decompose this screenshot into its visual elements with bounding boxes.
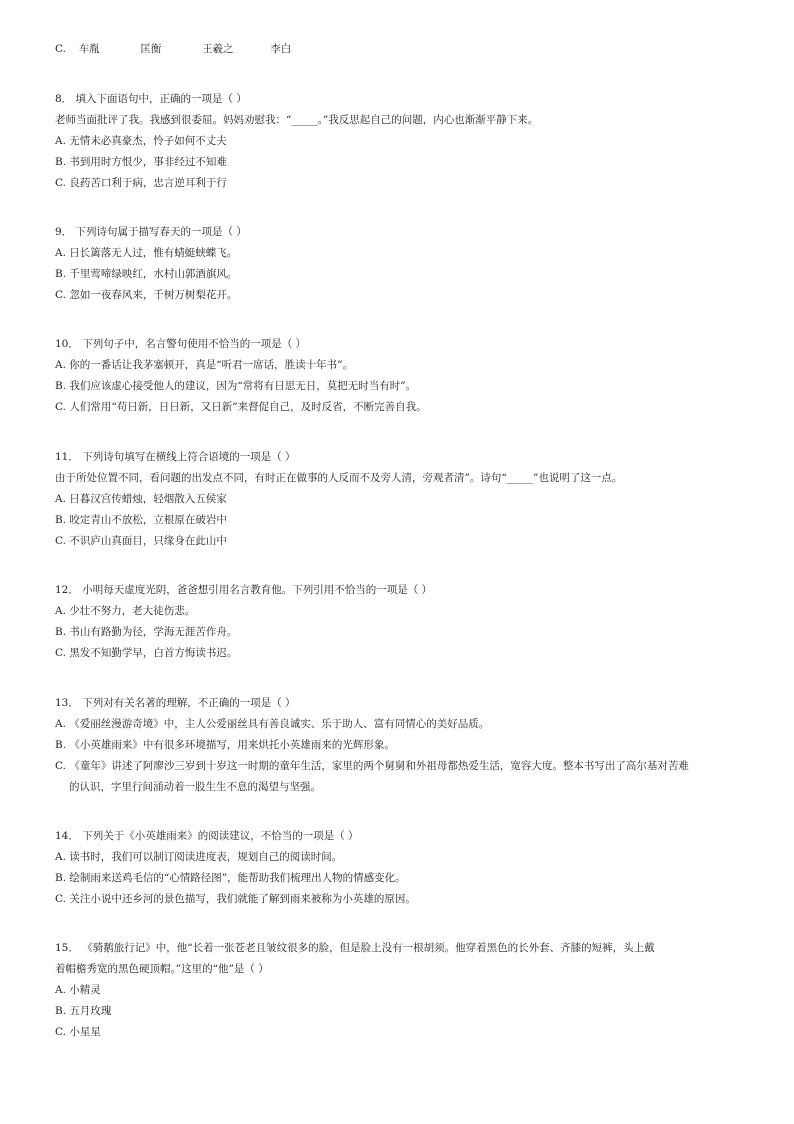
question-11-option-a: A. 日暮汉宫传蜡烛，轻烟散入五侯家 <box>55 493 227 505</box>
question-14-option-a: A. 读书时，我们可以制订阅读进度表，规划自己的阅读时间。 <box>55 851 343 863</box>
question-13-stem: 13． 下列对有关名著的理解，不正确的一项是（ ） <box>55 697 296 709</box>
question-8-stem: 8． 填入下面语句中，正确的一项是（ ） <box>55 93 247 105</box>
question-13-option-c-continued: 的认识，字里行间涌动着一股生生不息的渴望与坚强。 <box>69 781 321 793</box>
option-item: 匡衡 <box>140 43 162 55</box>
question-11-stem: 11． 下列诗句填写在横线上符合语境的一项是（ ） <box>55 451 296 463</box>
question-13-option-a: A. 《爱丽丝漫游奇境》中，主人公爱丽丝具有善良诚实、乐于助人、富有同情心的美好品质。 <box>55 718 490 730</box>
question-12-option-a: A. 少壮不努力，老大徒伤悲。 <box>55 605 196 617</box>
question-15-option-a: A. 小精灵 <box>55 984 101 996</box>
question-15-stem: 15． 《骑鹅旅行记》中，他“长着一张苍老且皱纹很多的脸，但是脸上没有一根胡须。他穿着黑色的长外套、齐膝的短裤，头上戴 <box>55 942 655 954</box>
question-8-option-c: C. 良药苦口利于病，忠言逆耳利于行 <box>55 177 227 189</box>
question-8-option-b: B. 书到用时方恨少，事非经过不知难 <box>55 156 227 168</box>
question-10-option-b: B. 我们应该虚心接受他人的建议，因为“常将有日思无日，莫把无时当有时”。 <box>55 380 417 392</box>
question-12-stem: 12． 小明每天虚度光阴，爸爸想引用名言教育他。下列引用不恰当的一项是（ ） <box>55 584 433 596</box>
question-10-option-c: C. 人们常用“苟日新，日日新，又日新”来督促自己，及时反省，不断完善自我。 <box>55 401 427 413</box>
option-item: 车胤 <box>78 43 100 55</box>
question-15-option-b: B. 五月玫瑰 <box>55 1005 112 1017</box>
question-11-option-b: B. 咬定青山不放松，立根原在破岩中 <box>55 514 227 526</box>
question-11-context: 由于所处位置不同，看问题的出发点不同，有时正在做事的人反而不及旁人清，旁观者清”。诗句“_____”也说明了这一点。 <box>55 472 623 484</box>
question-8-option-a: A. 无情未必真豪杰，怜子如何不丈夫 <box>55 135 227 147</box>
question-14-option-c: C. 关注小说中还乡河的景色描写，我们就能了解到雨来被称为小英雄的原因。 <box>55 893 416 905</box>
question-13-option-b: B. 《小英雄雨来》中有很多环境描写，用来烘托小英雄雨来的光辉形象。 <box>55 739 395 751</box>
question-15-option-c: C. 小星星 <box>55 1026 101 1038</box>
question-12-option-b: B. 书山有路勤为径，学海无涯苦作舟。 <box>55 626 238 638</box>
q7-option-c-row <box>55 42 291 56</box>
question-15-stem-continued: 着帽檐秀宽的黑色硬顶帽。”这里的“他”是（ ） <box>55 963 269 975</box>
question-9-stem: 9． 下列诗句属于描写春天的一项是（ ） <box>55 226 247 238</box>
question-11-option-c: C. 不识庐山真面目，只缘身在此山中 <box>55 535 227 547</box>
option-item: 王羲之 <box>202 43 234 55</box>
question-14-option-b: B. 绘制雨来送鸡毛信的“心情路径图”，能帮助我们梳理出人物的情感变化。 <box>55 872 406 884</box>
question-10-option-a: A. 你的一番话让我茅塞顿开，真是“听君一席话，胜读十年书”。 <box>55 359 353 371</box>
option-item: 李白 <box>270 43 292 55</box>
option-label: C. <box>55 43 66 55</box>
question-8-context: 老师当面批评了我。我感到很委屈。妈妈劝慰我：“_____。”我反思起自己的问题，内心也渐渐平静下来。 <box>55 114 539 126</box>
question-9-option-c: C. 忽如一夜春风来，千树万树梨花开。 <box>55 289 238 301</box>
question-13-option-c: C. 《童年》讲述了阿廖沙三岁到十岁这一时期的童年生活，家里的两个舅舅和外祖母都热爱生活，宽容大度。整本书写出了高尔基对苦难 <box>55 760 689 772</box>
question-9-option-b: B. 千里莺啼绿映红，水村山郭酒旗风。 <box>55 268 238 280</box>
question-10-stem: 10． 下列句子中，名言警句使用不恰当的一项是（ ） <box>55 338 307 350</box>
question-12-option-c: C. 黑发不知勤学早，白首方悔读书迟。 <box>55 647 238 659</box>
question-9-option-a: A. 日长篱落无人过，惟有蜻蜓蛱蝶飞。 <box>55 247 238 259</box>
question-14-stem: 14． 下列关于《小英雄雨来》的阅读建议，不恰当的一项是（ ） <box>55 830 359 842</box>
